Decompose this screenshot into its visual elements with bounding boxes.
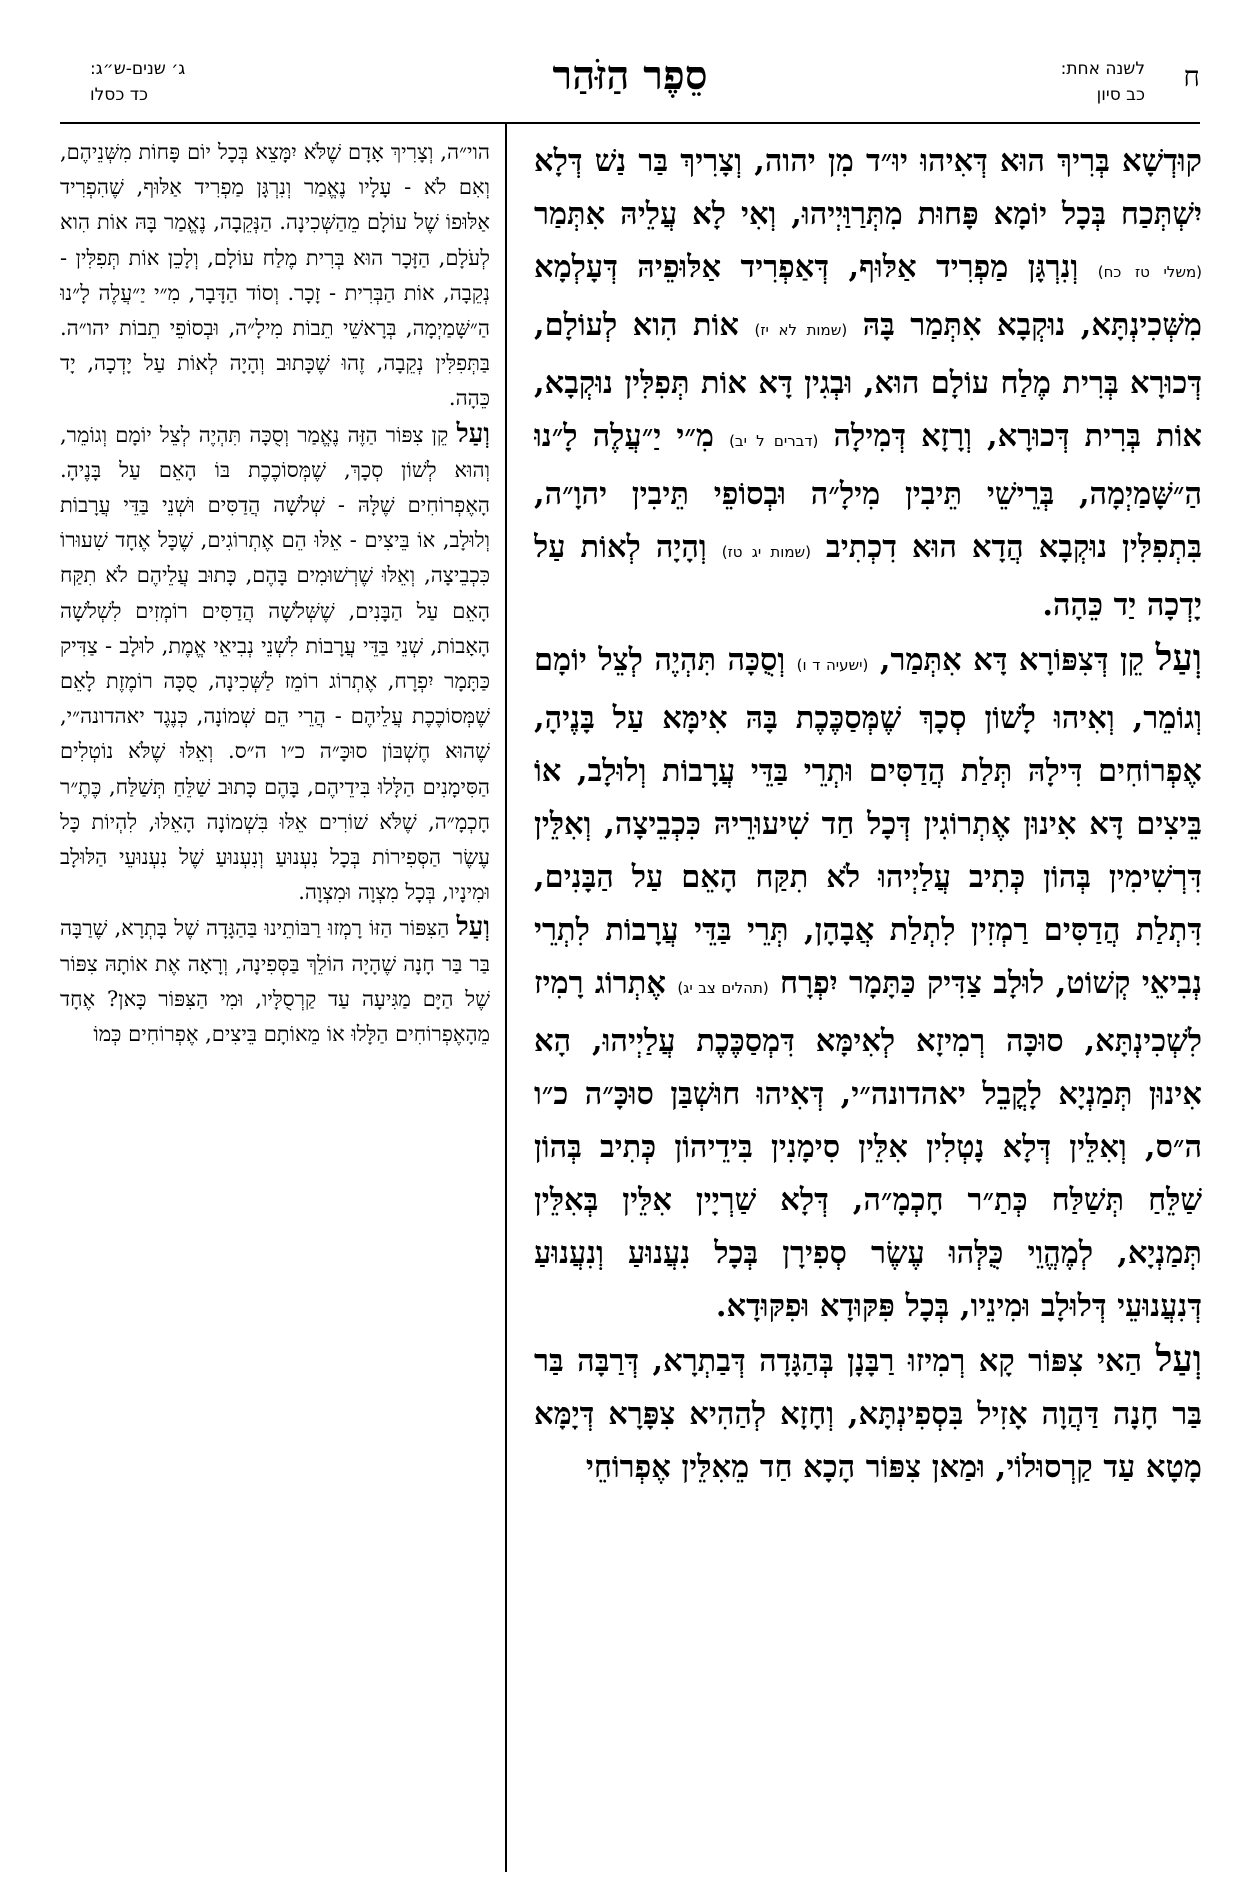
main-paragraph-2	[534, 632, 1202, 1333]
opening-word: וְעַל	[1155, 637, 1202, 679]
verse-reference: (ישעיה ד ו)	[796, 656, 869, 674]
side-paragraph-2	[60, 417, 490, 911]
book-title: סֵפֶר הַזֹּהַר	[552, 52, 708, 99]
opening-word: וְעַל	[456, 912, 490, 943]
column-divider	[505, 122, 507, 1872]
header-left-info	[90, 56, 185, 108]
side-text: קֵן צִפּוֹר הַזֶּה נֶאֱמַר וְסֻכָּה תִּהְיֶה לְצֵל יוֹמָם וְגוֹמֵר, וְהוּא לְשׁוֹן סְכָךְ, שֶׁמְּסוֹכֶכֶת בּוֹ הָאֵם עַל בָּנֶיהָ. הָאֶפְרוֹחִים שֶׁלָּהּ - שְׁלֹשָׁה הֲדַסִּים וּשְׁנֵי בַּדֵּי עֲרָבוֹת וְלוּלָב, אוֹ בֵּיצִים - אֵלּוּ הֵם אֶתְרוֹגִים, שֶׁכָּל אֶחָד שִׁעוּרוֹ כִּכְבֵיצָה, וְאֵלּוּ שֶׁרְשׁוּמִים בָּהֶם, כָּתוּב עֲלֵיהֶם לֹא תִקַּח הָאֵם עַל הַבָּנִים, שֶׁשְּׁלֹשָׁה הֲדַסִּים רוֹמְזִים לִשְׁלֹשָׁה הָאָבוֹת, שְׁנֵי בַּדֵּי עֲרָבוֹת לִשְׁנֵי נְבִיאֵי אֱמֶת, לוּלָב - צַדִּיק כַּתָּמָר יִפְרָח, אֶתְרוֹג רוֹמֵז לַשְּׁכִינָה, סֻכָּה רוֹמֶזֶת לָאֵם שֶׁמְּסוֹכֶכֶת עֲלֵיהֶם - הֲרֵי הֵם שְׁמוֹנָה, כְּנֶגֶד יאהדונה״י, שֶׁהוּא חֶשְׁבּוֹן סוּכָּ״ה כ״ו ה״ס. וְאֵלּוּ שֶׁלֹּא נוֹטְלִים הַסִּימָנִים הַלָּלוּ בִּידֵיהֶם, בָּהֶם כָּתוּב שַׁלֵּחַ תְּשַׁלַּח, כֶּתֶ״ר חָכְמָ״ה, שֶׁלֹּא שׁוֹרִים אֵלּוּ בִּשְׁמוֹנָה הָאֵלּוּ, לִהְיוֹת כָּל עֶשֶׂר הַסְּפִירוֹת בְּכָל נִעְנוּעַ וְנִעְנוּעַ שֶׁל נִעְנוּעֵי הַלּוּלָב וּמִינָיו, בְּכָל מִצְוָה וּמִצְוָה.	[60, 422, 490, 905]
header-rule	[60, 122, 1200, 124]
main-aramaic-column	[534, 135, 1202, 1870]
study-cycle-three-years: ג׳ שנים-ש״ג:	[90, 59, 186, 79]
side-paragraph-3	[60, 910, 490, 1052]
main-paragraph-3	[534, 1333, 1202, 1494]
page-header	[60, 52, 1200, 122]
study-cycle-one-year: לשנה אחת:	[1060, 59, 1145, 79]
verse-reference: (תהלים צב יג)	[677, 979, 769, 997]
verse-reference: (דברים ל יב)	[729, 432, 819, 450]
main-text: קוּדְשָׁא בְּרִיךְ הוּא דְּאִיהוּ יוּ״ד מִן יהוה, וְצָרִיךְ בַּר נַשׁ דְּלָא יִשְׁתְּכַח בְּכָל יוֹמָא פָּחוּת מִתְּרַוַּיְיהוּ, וְאִי לָא עֲלֵיהּ אִתְּמַר	[534, 143, 1202, 232]
verse-reference: (משלי טז כח)	[1097, 263, 1202, 281]
main-text: וְהָיָה לְאוֹת עַל יָדְכָה יַד כֵּהָה.	[534, 529, 1202, 623]
main-text: וְסֻכָּה תִּהְיֶה לְצֵל יוֹמָם וְגוֹמֵר, וְאִיהוּ לָשׁוֹן סְכָךְ שֶׁמְּסַכֶּכֶת בָּהּ אִימָּא עַל בָּנֶיהָ, אֶפְרוֹחִים דִּילָהּ תְּלַת הֲדַסִּים וּתְרֵי בַּדֵּי עֲרָבוֹת וְלוּלָב, אוֹ בֵּיצִים דָּא אִינוּן אֶתְרוֹגִין דְּכָל חַד שִׁיעוּרֵיהּ כִּכְבֵיצָה, וְאִלֵּין דִּרְשִׁימִין בְּהוֹן כְּתִיב עֲלַיְיהוּ לֹא תִקַּח הָאֵם עַל הַבָּנִים, דִּתְלַת הֲדַסִּים רַמְזִין לִתְלַת אֲבָהָן, תְּרֵי בַּדֵּי עֲרָבוֹת לִתְרֵי נְבִיאֵי קְשׁוֹט, לוּלָב צַדִּיק כַּתָּמָר יִפְרָח	[534, 642, 1202, 1001]
side-paragraph-1	[60, 135, 490, 417]
verse-reference: (שמות לא יז)	[754, 321, 848, 339]
main-text: קֵן דְּצִפּוֹרָא דָּא אִתְּמַר,	[879, 642, 1145, 678]
main-text: הַאי צִפּוֹר קָא רְמִיזוּ רַבָּנָן בְּהַגָּדָה דְּבַתְרָא, דְּרַבָּה בַּר בַּר חָנָה דַּהֲוָה אָזִיל בִּסְפִינְתָּא, וְחָזָא לְהַהִיא צִפָּרָא דְּיָמָּא מָטָא עַד קַרְסוּלוֹי, וּמַאן צִפּוֹר הָכָא חַד מֵאִלֵּין אֶפְרוֹחֵי	[534, 1343, 1202, 1485]
opening-word: וְעַל	[1155, 1338, 1202, 1380]
main-text: אֶתְרוֹג רָמִיז לִשְׁכִינְתָּא, סוּכָּה רְמִיזָא לְאִימָּא דִּמְסַכֶּכֶת עֲלַיְיהוּ, הָא אִינוּן תְּמַנְיָא לָקֳבֵל יאהדונה״י, דְּאִיהוּ חוּשְׁבַּן סוּכָּ״ה כ״ו ה״ס, וְאִלֵּין דְּלָא נָטְלִין אִלֵּין סִימָנִין בִּידֵיהוֹן כְּתִיב בְּהוֹן שַׁלֵּחַ תְּשַׁלַּח כְּתַ״ר חָכְמָ״ה, דְּלָא שַׁרְיָין אִלֵּין בְּאִלֵּין תְּמַנְיָא, לְמֶהֱוֵי כֻּלְּהוּ עֶשֶׂר סְפִירָן בְּכָל נִעֲנוּעַ וְנִעֲנוּעַ דְּנִעֲנוּעֵי דְּלוּלָב וּמִינֵיו, בְּכָל פִּקּוּדָא וּפִקּוּדָא.	[534, 965, 1202, 1324]
main-text: אוֹת הִוא לְעוֹלָם, דְּכוּרָא בְּרִית מֶלַח עוֹלָם הוּא, וּבְגִין דָּא אוֹת תְּפִלִּין נוּקְבָא, אוֹת בְּרִית דְּכוּרָא, וְרָזָא דְּמִילָה	[534, 307, 1202, 454]
side-text: הַצִּפּוֹר הַזּוֹ רָמְזוּ רַבּוֹתֵינוּ בַּהַגָּדָה שֶׁל בָּתְרָא, שֶׁרַבָּה בַּר בַּר חָנָה שֶׁהָיָה הוֹלֵךְ בַּסְּפִינָה, וְרָאָה אֶת אוֹתָהּ צִפּוֹר שֶׁל הַיָּם מַגִּיעָה עַד קַרְסֻלָּיו, וּמִי הַצִּפּוֹר כָּאן? אֶחָד מֵהָאֶפְרוֹחִים הַלָּלוּ אוֹ מֵאוֹתָם בֵּיצִים, אֶפְרוֹחִים כְּמוֹ	[60, 916, 490, 1047]
page-number: ח	[1183, 60, 1200, 93]
main-text: מִ״י יַ״עֲלֶה לָ״נוּ הַ״שָּׁמַיְמָה, בְּרֵישֵׁי תֵּיבִין מִילָ״ה וּבְסוֹפֵי תֵּיבִין יהוָ״ה, בִּתְפִלִּין נוּקְבָא הֲדָא הוּא דִכְתִיב	[534, 418, 1202, 565]
main-text: וְנִרְגָּן מַפְרִיד אַלּוּף, דְּאַפְרִיד אַלּוּפֵיהּ דְּעָלְמָא מִשְּׁכִינְתָּא, נוּקְבָא אִתְּמַר בָּהּ	[534, 249, 1202, 343]
verse-reference: (שמות יג טז)	[721, 543, 812, 561]
main-paragraph-1	[534, 135, 1202, 632]
side-text: הוי״ה, וְצָרִיךְ אָדָם שֶׁלֹּא יִמָּצֵא בְּכָל יוֹם פָּחוֹת מִשְּׁנֵיהֶם, וְאִם לֹא - עָלָיו נֶאֱמַר וְנִרְגָּן מַפְרִיד אַלּוּף, שֶׁהִפְרִיד אַלּוּפוֹ שֶׁל עוֹלָם מֵהַשְּׁכִינָה. הַנְּקֵבָה, נֶאֱמַר בָּהּ אוֹת הִוא לְעֹלָם, הַזָּכָר הוּא בְּרִית מֶלַח עוֹלָם, וְלָכֵן אוֹת תְּפִלִּין - נְקֵבָה, אוֹת הַבְּרִית - זָכָר. וְסוֹד הַדָּבָר, מִ״י יַ״עֲלֶה לָ״נוּ הַ״שָּׁמַיְמָה, בְּרָאשֵׁי תֵבוֹת מִילָ״ה, וּבְסוֹפֵי תֵבוֹת יהו״ה. בַּתְּפִלִּין נְקֵבָה, זֶהוּ שֶׁכָּתוּב וְהָיָה לְאוֹת עַל יָדְכָה, יָד כֵּהָה.	[60, 140, 490, 411]
opening-word: וְעַל	[456, 418, 490, 449]
study-date-one-year: כב סיון	[1096, 85, 1145, 105]
hebrew-translation-column	[60, 135, 490, 1870]
study-date-three-years: כד כסלו	[90, 85, 148, 105]
